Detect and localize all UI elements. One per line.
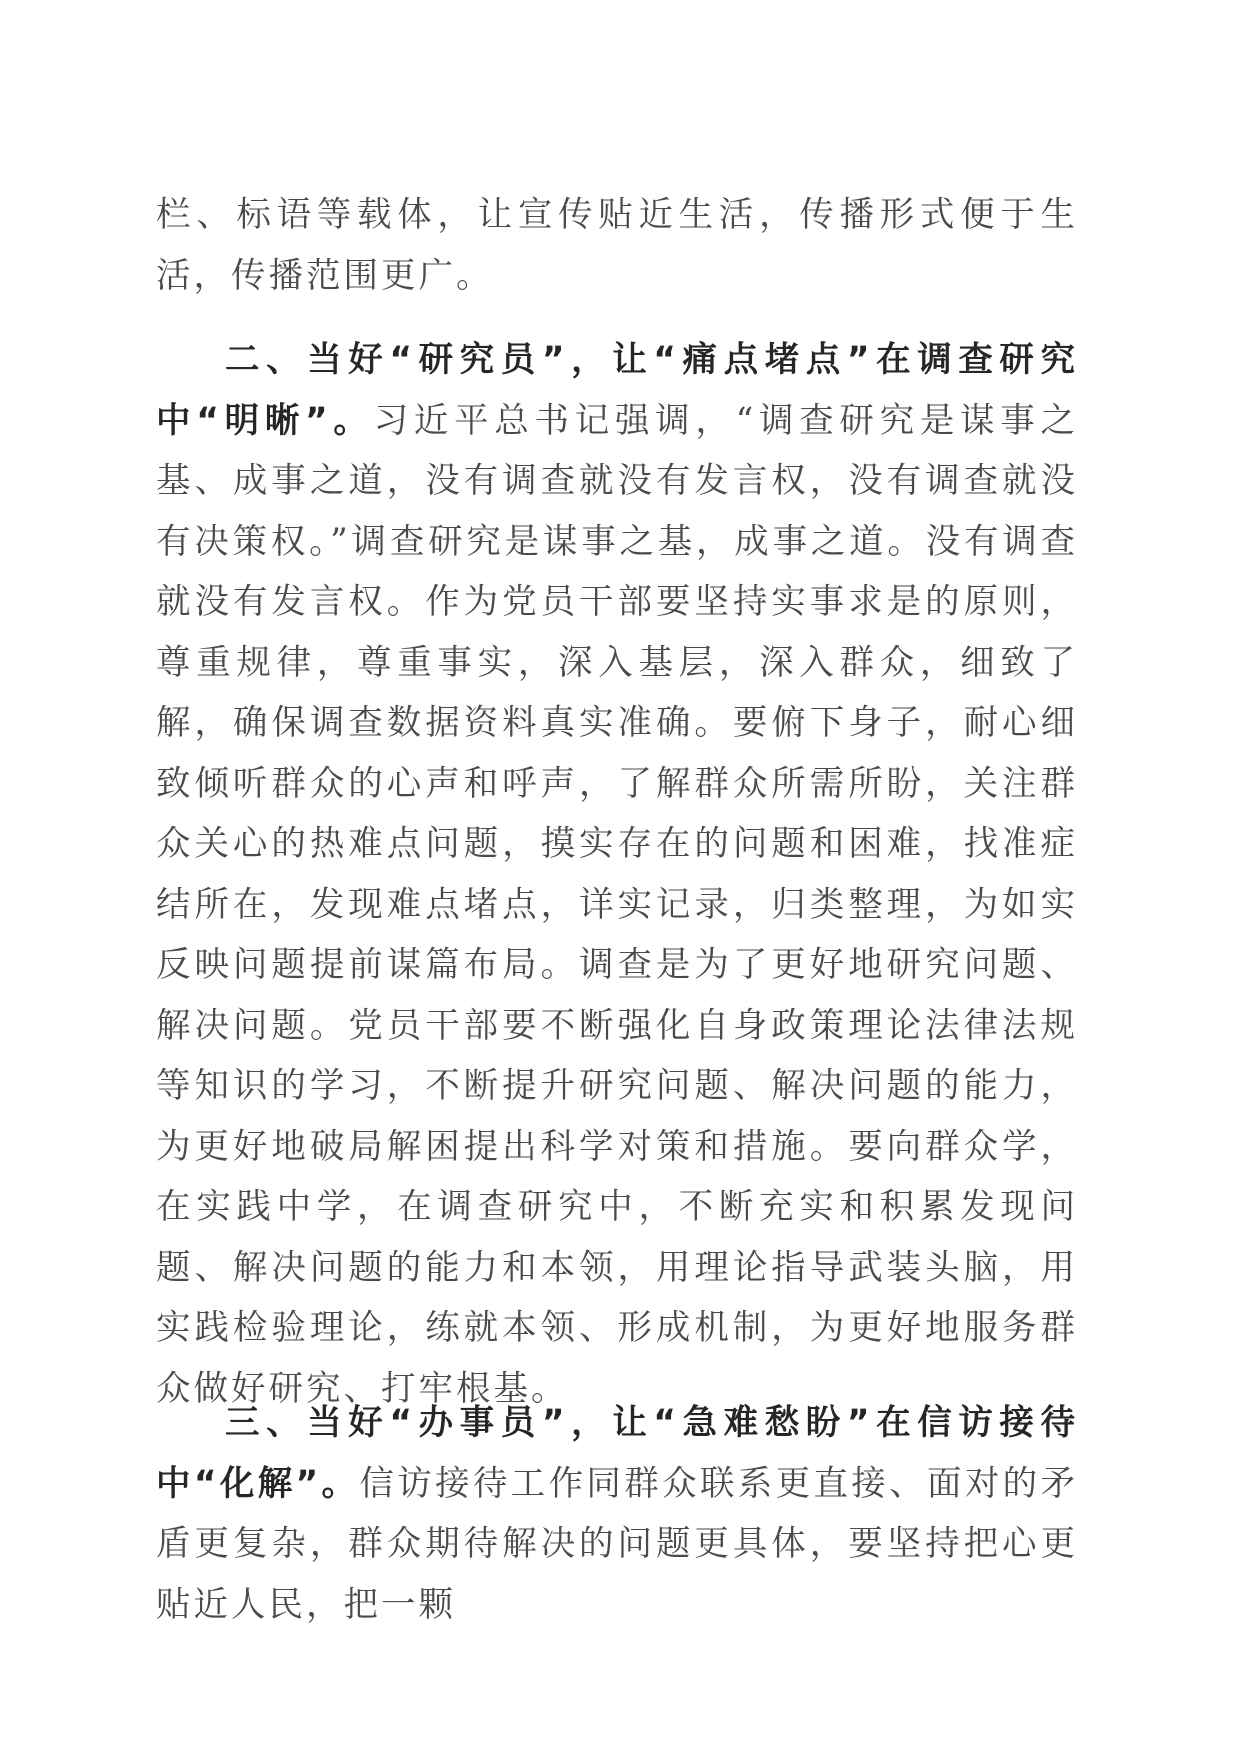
section-3-paragraph	[156, 1393, 1078, 1635]
section-3-heading: 三、当好“办事员”，让“急难愁盼”在信访接待中“化解”。	[156, 1403, 1078, 1504]
paragraph-continued-text: 栏、标语等载体，让宣传贴近生活，传播形式便于生活，传播范围更广。	[156, 195, 1078, 296]
section-2-heading: 二、当好“研究员”，让“痛点堵点”在调查研究中“明晰”。	[156, 340, 1078, 441]
section-3-body: 信访接待工作同群众联系更直接、面对的矛盾更复杂，群众期待解决的问题更具体，要坚持把心更贴近人民，把一颗	[156, 1463, 1078, 1625]
section-2-paragraph	[156, 330, 1078, 1419]
section-2-body: 习近平总书记强调，“调查研究是谋事之基、成事之道，没有调查就没有发言权，没有调查就没有决策权。”调查研究是谋事之基，成事之道。没有调查就没有发言权。作为党员干部要坚持实事求是的原则，尊重规律，尊重事实，深入基层，深入群众，细致了解，确保调查数据资料真实准确。要俯下身子，耐心细致倾听群众的心声和呼声，了解群众所需所盼，关注群众关心的热难点问题，摸实存在的问题和困难，找准症结所在，发现难点堵点，详实记录，归类整理，为如实反映问题提前谋篇布局。调查是为了更好地研究问题、解决问题。党员干部要不断强化自身政策理论法律法规等知识的学习，不断提升研究问题、解决问题的能力，为更好地破局解困提出科学对策和措施。要向群众学，在实践中学，在调查研究中，不断充实和积累发现问题、解决问题的能力和本领，用理论指导武装头脑，用实践检验理论，练就本领、形成机制，为更好地服务群众做好研究、打牢根基。	[156, 400, 1078, 1409]
paragraph-continued	[156, 185, 1078, 306]
